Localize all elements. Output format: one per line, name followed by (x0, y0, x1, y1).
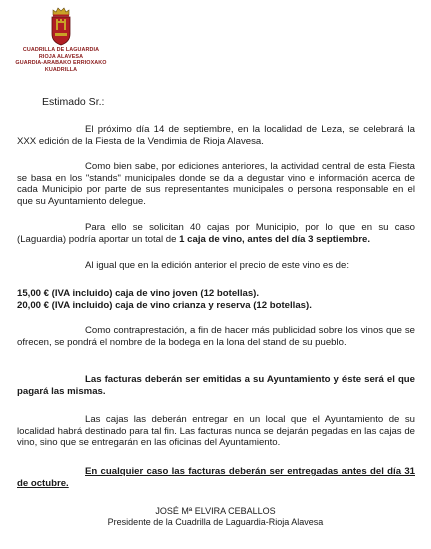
paragraph-7-text: Las cajas las deberán entregar en un local que el Ayuntamiento de su localidad habrá destinado para tal fin. Las facturas nunca se dejarán pegadas en las cajas de vino, sino que se entregarán en las oficinas del Ayuntamiento. (17, 414, 415, 449)
org-line-1: CUADRILLA DE LAGUARDIA (22, 47, 100, 53)
paragraph-8 (17, 466, 415, 489)
paragraph-5-text: Como contraprestación, a fin de hacer más publicidad sobre los vinos que se ofrecen, se pondrá el nombre de la bodega en la lona del stand de su pueblo. (17, 325, 415, 348)
coat-of-arms-icon (50, 6, 72, 46)
paragraph-7 (17, 414, 415, 449)
paragraph-1 (17, 124, 415, 147)
org-line-2: RIOJA ALAVESA (38, 53, 84, 60)
paragraph-6 (17, 374, 415, 397)
price-young-wine: 15,00 € (IVA incluido) caja de vino joven (12 botellas). (17, 288, 260, 299)
paragraph-3-bold: 1 caja de vino, antes del día 3 septiembre. (179, 233, 371, 245)
signatory-name: JOSÉ Mª ELVIRA CEBALLOS (155, 506, 276, 516)
paragraph-5 (17, 325, 415, 348)
paragraph-3 (17, 222, 415, 245)
org-line-3: GUARDIA-ARABAKO ERRIOXAKO (15, 60, 107, 67)
signature-block (0, 506, 431, 528)
paragraph-1-text: El próximo día 14 de septiembre, en la localidad de Leza, se celebrará la XXX edición de la Fiesta de la Vendimia de Rioja Alavesa. (17, 124, 415, 147)
organization-name (6, 47, 116, 73)
paragraph-3-start: Para ello se solicitan 40 cajas por Municipio, por lo que en su caso (Laguardia) podría aportar un total de (17, 222, 415, 245)
paragraph-4 (17, 260, 415, 272)
price-aged-wine: 20,00 € (IVA incluido) caja de vino crianza y reserva (12 botellas). (17, 299, 312, 311)
paragraph-4-text: Al igual que en la edición anterior el precio de este vino es de: (85, 260, 349, 271)
paragraph-2 (17, 161, 415, 207)
paragraph-2-text: Como bien sabe, por ediciones anteriores, la actividad central de esta Fiesta se basa en los "stands" municipales donde se da a degustar vino e información acerca de cada Municipio por parte de sus representantes municipales o persona responsable en el que su Ayuntamiento delegue. (17, 161, 415, 207)
signatory-title: Presidente de la Cuadrilla de Laguardia-Rioja Alavesa (107, 517, 324, 527)
org-line-4: KUADRILLA (44, 66, 78, 73)
salutation: Estimado Sr.: (42, 96, 105, 108)
paragraph-8-text: En cualquier caso las facturas deberán ser entregadas antes del día 31 de octubre. (17, 466, 415, 489)
price-list (17, 288, 415, 311)
paragraph-3-text (17, 222, 415, 245)
paragraph-6-text: Las facturas deberán ser emitidas a su Ayuntamiento y éste será el que pagará las mismas. (17, 374, 415, 397)
